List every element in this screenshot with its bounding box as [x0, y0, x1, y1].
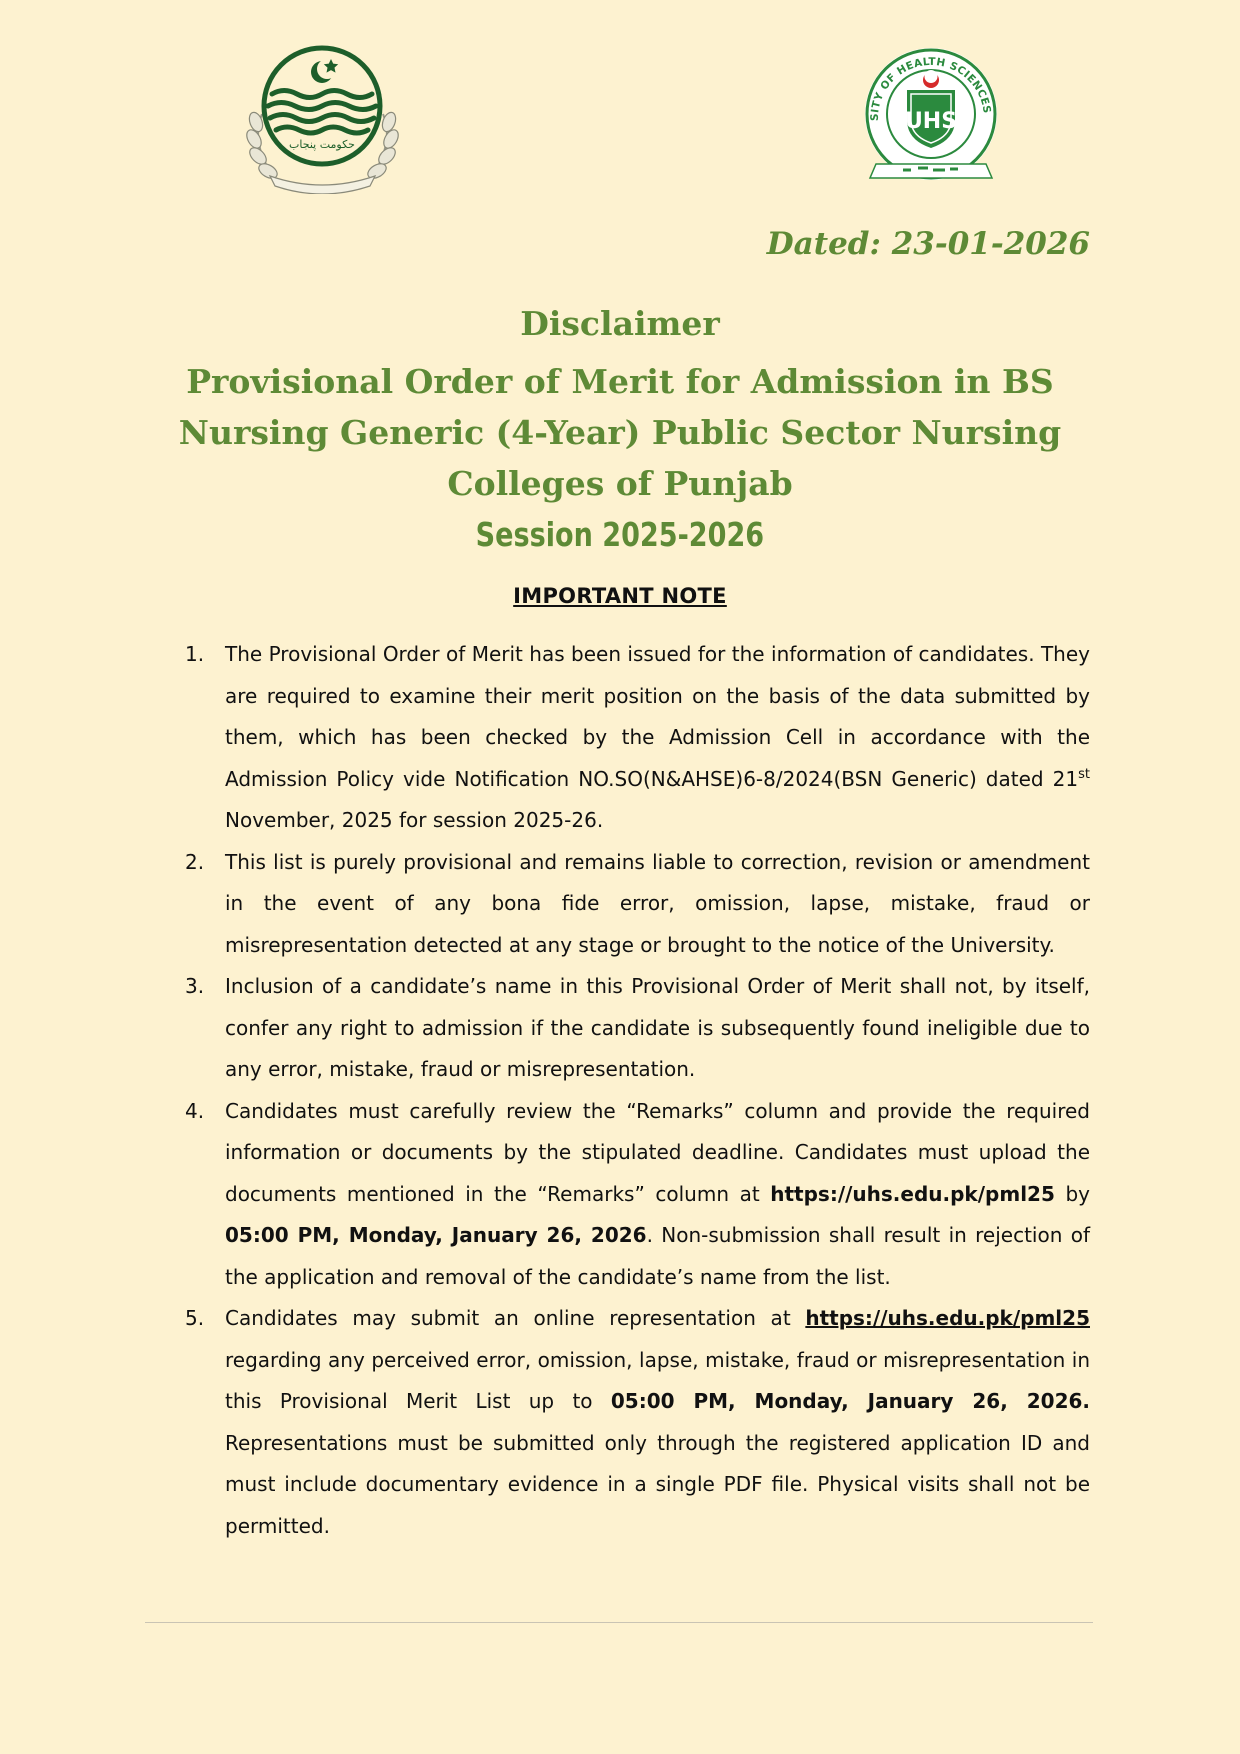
note-text: The Provisional Order of Merit has been issued for the information of candidates. They are required to examine their merit position on the basis of the data submitted by them, which has been checked by the Admission Cell in accordance with the Admission Policy vide Notification NO.SO(N&AHSE)6-8/2024(BSN Generic) dated 21: [225, 642, 1090, 791]
footer-divider: [145, 1622, 1093, 1623]
note-number: 1.: [185, 642, 205, 666]
government-of-punjab-logo: [230, 44, 415, 194]
note-text: Candidates may submit an online representation at: [225, 1306, 806, 1330]
note-text: Candidates must carefully review the “Remarks” column and provide the required information or documents by the stipulated deadline. Candidates must upload the documents mentioned in the “Remarks” column at: [225, 1098, 1090, 1206]
uhs-ring-text: SITY OF HEALTH SCIENCES: [868, 55, 993, 122]
note-item-5: [185, 1298, 1090, 1547]
note-item-1: [185, 634, 1090, 842]
note-item-4: [185, 1091, 1090, 1299]
representation-link[interactable]: https://uhs.edu.pk/pml25: [805, 1306, 1090, 1330]
note-number: 4.: [185, 1098, 205, 1123]
note-text: November, 2025 for session 2025-26.: [225, 808, 604, 832]
uhs-logo: [858, 48, 1004, 188]
note-number: 5.: [185, 1306, 205, 1330]
note-text: by: [1054, 1181, 1090, 1206]
note-number: 3.: [185, 974, 205, 998]
session-heading: Session 2025-2026: [475, 515, 765, 554]
important-note-heading: IMPORTANT NOTE: [513, 584, 727, 608]
disclaimer-heading: Disclaimer: [520, 304, 720, 343]
note-text: This list is purely provisional and remains liable to correction, revision or amendment in the event of any bona fide error, omission, lapse, mistake, fraud or misrepresentation detected at any stage or brought to the notice of the University.: [225, 849, 1090, 957]
document-heading-block: [140, 302, 1100, 561]
deadline-text: 05:00 PM, Monday, January 26, 2026.: [610, 1389, 1090, 1413]
deadline-text: 05:00 PM, Monday, January 26, 2026: [225, 1223, 647, 1247]
important-notes-list: [185, 634, 1090, 1547]
note-text: Inclusion of a candidate’s name in this Provisional Order of Merit shall not, by itself, confer any right to admission if the candidate is subsequently found ineligible due to any error, mistake, fraud or misrepresentation.: [225, 974, 1090, 1081]
document-title: Provisional Order of Merit for Admission in BS Nursing Generic (4-Year) Public Sector Nursing Colleges of Punjab: [178, 362, 1062, 503]
uhs-monogram: UHS: [904, 109, 958, 134]
punjab-logo-urdu-text: حکومت پنجاب: [289, 138, 355, 151]
note-text: Representations must be submitted only through the registered application ID and must include documentary evidence in a single PDF file. Physical visits shall not be permitted.: [225, 1430, 1090, 1538]
document-date: Dated: 23-01-2026: [766, 226, 1090, 262]
note-item-2: [185, 842, 1090, 967]
upload-link-text: https://uhs.edu.pk/pml25: [770, 1181, 1055, 1206]
note-text: regarding any perceived error, omission, lapse, mistake, fraud or misrepresentation in this Provisional Merit List up to: [225, 1347, 1090, 1413]
ordinal-suffix: st: [1078, 766, 1090, 782]
note-number: 2.: [185, 849, 205, 874]
note-item-3: [185, 966, 1090, 1091]
note-text: . Non-submission shall result in rejection of the application and removal of the candidate’s name from the list.: [225, 1223, 1091, 1289]
